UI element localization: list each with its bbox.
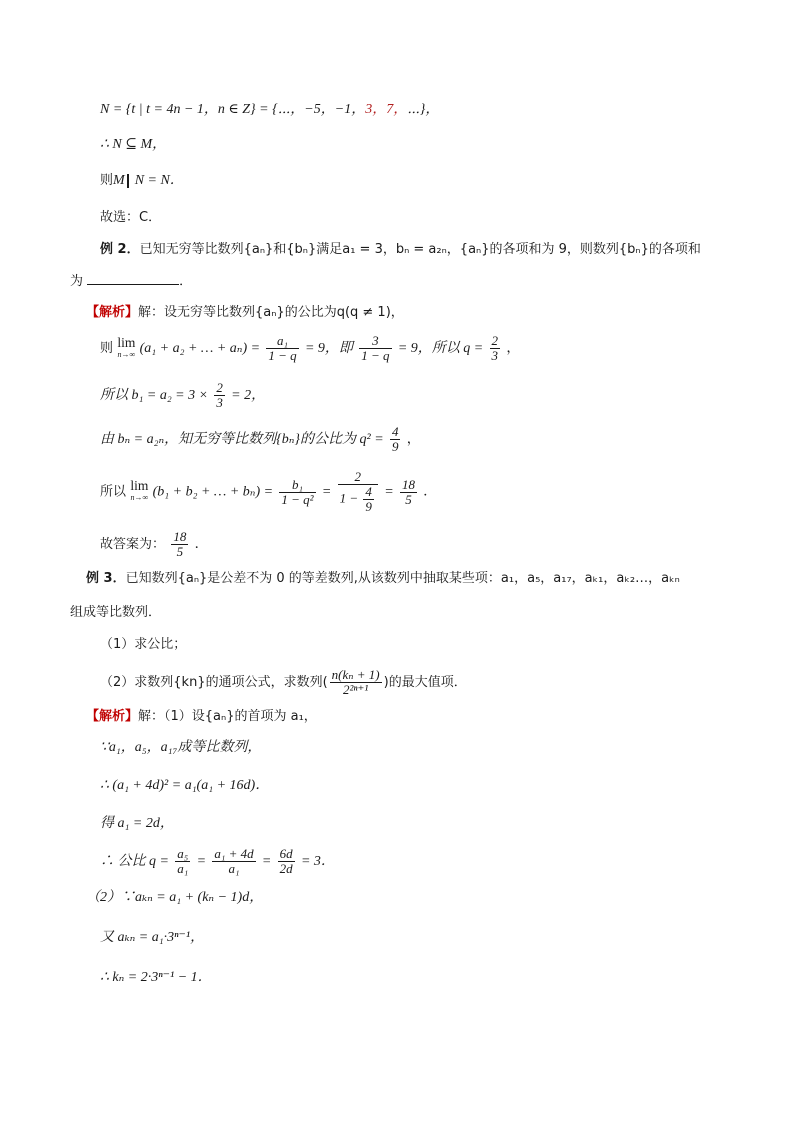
example-2-label: 例 2．: [100, 242, 140, 257]
limit-subscript: n→∞: [130, 493, 149, 502]
example-3-statement-cont: [70, 603, 161, 623]
fraction: [490, 334, 501, 363]
step-2-prefix: 则: [100, 341, 114, 356]
answer-blank: [87, 272, 179, 285]
fraction: [175, 847, 190, 876]
step-5-end: ．: [423, 483, 437, 500]
fraction: [214, 381, 225, 410]
limit-subscript: n→∞: [117, 349, 136, 359]
intersection-m: M: [113, 173, 125, 188]
denominator: 1 − q: [361, 348, 390, 363]
denominator: 9: [365, 499, 372, 514]
fraction: [212, 847, 255, 876]
example-2-blank-prefix: 为: [70, 274, 84, 289]
example-2-blank-line: [70, 272, 192, 292]
analysis-tag: 【解析】: [86, 305, 139, 320]
denominator: 5: [176, 544, 184, 559]
numerator: a₁ + 4d: [214, 846, 254, 861]
solution-step-4-text: 得 a₁ = 2d，: [100, 816, 174, 831]
answer-choice-text: 故选：C．: [100, 210, 162, 225]
solution-step-3-text: ∴ (a₁ + 4d)² = a₁(a₁ + 16d)．: [100, 778, 270, 793]
fraction: [278, 847, 295, 876]
step-2-mid: = 9，即: [304, 341, 353, 356]
subset-line: [100, 135, 166, 155]
intersection-result: N = N．: [134, 173, 184, 188]
step-4-end: ，: [406, 431, 421, 447]
question-1: [100, 635, 186, 655]
denominator: 3: [491, 348, 499, 363]
step-4-text: 由 bₙ = a₂ₙ，知无穷等比数列{bₙ}的公比为 q² =: [100, 432, 384, 447]
solution-step-2: [100, 334, 520, 363]
numerator: b₁: [279, 478, 315, 493]
intersection-line: [100, 170, 184, 191]
equals: =: [261, 854, 272, 869]
intersection-symbol: [127, 174, 129, 188]
example-2-blank-suffix: ．: [179, 274, 193, 289]
example-3-text-cont: 组成等比数列．: [70, 605, 162, 620]
numerator: 2: [338, 470, 378, 485]
step-3-result: = 2，: [231, 388, 266, 403]
denominator: 2²ⁿ⁺¹: [343, 682, 369, 697]
fraction: [400, 478, 417, 507]
numerator: 4: [365, 484, 372, 499]
solution-step-7: [100, 928, 204, 948]
denominator-lead: 1 −: [339, 490, 359, 506]
example-3-label: 例 3．: [86, 571, 126, 586]
set-n-text: N = {t | t = 4n − 1，n ∈ Z} = {⋯，−5，−1，: [100, 102, 366, 117]
question-2: [100, 668, 467, 697]
numerator: 6d: [279, 846, 293, 861]
equals: =: [196, 854, 207, 869]
partial-sum-a: (a₁ + a₂ + … + aₙ) =: [139, 341, 261, 356]
solution-step-3: [100, 381, 265, 410]
denominator: 5: [405, 491, 412, 507]
answer-end: ．: [194, 536, 209, 552]
fraction: [363, 485, 374, 514]
intersection-prefix: 则: [100, 173, 114, 188]
solution-step-6: [86, 888, 263, 908]
step-2-end: ，: [506, 340, 520, 356]
denominator: a₁: [177, 861, 189, 876]
solution-step-4: [100, 814, 174, 834]
denominator: a₁: [228, 861, 240, 876]
fraction: [390, 425, 401, 454]
numerator: 2: [216, 380, 223, 395]
example-3-text: 已知数列{aₙ}是公差不为 0 的等差数列,从该数列中抽取某些项：a₁，a₅，a₁₇，aₖ₁，aₖ₂…，aₖₙ: [125, 571, 680, 586]
solution-step-1: 解：（1）设{aₙ}的首项为 a₁，: [138, 709, 317, 724]
limit-word: lim: [117, 334, 136, 350]
denominator: 1 − q: [268, 348, 297, 363]
step-5-prefix: 所以: [100, 484, 127, 500]
example-3-statement: [86, 569, 680, 589]
fraction: [266, 334, 298, 363]
limit-symbol: [117, 334, 136, 361]
example-2-solution-start: [86, 303, 404, 323]
analysis-tag: 【解析】: [86, 709, 139, 724]
numerator: 18: [173, 529, 187, 544]
denominator: 1 − q²: [281, 491, 314, 507]
fraction: [330, 668, 382, 697]
numerator: n(kₙ + 1): [331, 667, 380, 682]
solution-step-8-text: ∴ kₙ = 2·3ⁿ⁻¹ − 1．: [100, 970, 212, 985]
denominator: 2d: [279, 861, 293, 876]
denominator: 3: [216, 395, 223, 410]
equals: =: [321, 484, 332, 500]
set-n-definition: [100, 100, 439, 120]
denominator: 9: [391, 439, 399, 454]
ratio-result: = 3．: [300, 854, 335, 869]
limit-symbol: [130, 480, 148, 504]
fraction: [338, 470, 378, 514]
partial-sum-b: (b₁ + b₂ + … + bₙ) =: [152, 484, 274, 500]
fraction: [279, 478, 315, 507]
ratio-prefix: ∴ 公比 q =: [100, 854, 169, 869]
answer-prefix: 故答案为：: [100, 537, 166, 552]
fraction: [359, 334, 391, 363]
solution-step-2-text: ∵a₁，a₅，a₁₇成等比数列，: [100, 740, 262, 755]
solution-step-6-text: （2）∵aₖₙ = a₁ + (kₙ − 1)d，: [86, 890, 264, 905]
solution-step-2: [100, 738, 261, 758]
numerator: 2: [491, 333, 499, 348]
numerator: 18: [401, 476, 415, 492]
answer-line: [100, 530, 208, 559]
numerator: 4: [391, 424, 399, 439]
step-3-text: 所以 b₁ = a₂ = 3 ×: [100, 388, 209, 403]
solution-step-1: 解：设无穷等比数列{aₙ}的公比为q(q ≠ 1)，: [138, 305, 404, 320]
numerator: a₁: [266, 334, 298, 349]
solution-step-5: [100, 847, 335, 876]
solution-step-3: [100, 776, 269, 796]
subset-text: ∴ N ⊆ M，: [100, 137, 167, 152]
set-n-tail: ⋯}，: [407, 102, 440, 117]
numerator: 3: [359, 334, 391, 349]
numerator: a₅: [177, 846, 189, 861]
example-2-text: 已知无穷等比数列{aₙ}和{bₙ}满足a₁ = 3，bₙ = a₂ₙ，{aₙ}的各项和为 9，则数列{bₙ}的各项和: [139, 242, 701, 257]
solution-step-5: [100, 470, 437, 514]
compound-denominator: [338, 485, 378, 514]
solution-step-8: [100, 968, 212, 988]
example-3-solution-start: [86, 707, 317, 727]
fraction: [171, 530, 188, 559]
question-2-text: （2）求数列{kn}的通项公式，求数列(: [100, 675, 328, 690]
solution-step-7-text: 又 aₖₙ = a₁·3ⁿ⁻¹，: [100, 930, 205, 945]
question-1-text: （1）求公比；: [100, 637, 187, 652]
set-n-highlight: 3，7，: [365, 102, 408, 117]
equals: =: [384, 484, 394, 500]
example-2-statement: [100, 240, 701, 260]
step-2-ratio: = 9，所以 q =: [397, 341, 484, 356]
limit-word: lim: [130, 478, 149, 493]
solution-step-4: [100, 425, 420, 454]
question-2-end: )的最大值项．: [383, 675, 467, 690]
answer-choice-line: [100, 208, 161, 228]
